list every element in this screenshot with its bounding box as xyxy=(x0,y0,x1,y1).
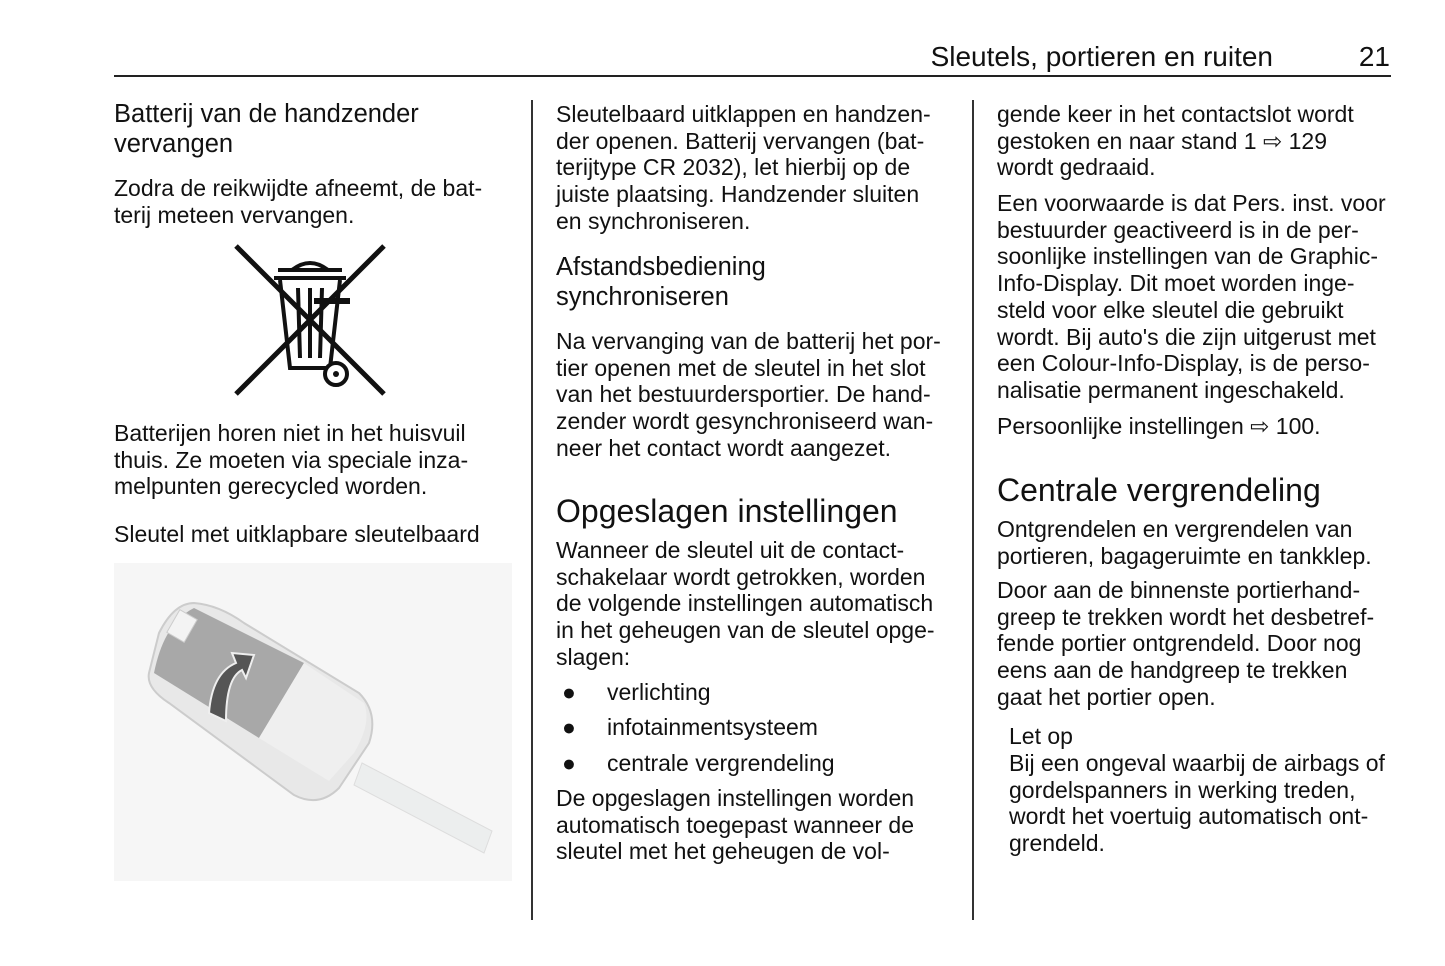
text-line: Batterij van de handzender xyxy=(114,100,419,128)
text-line: en synchroniseren. xyxy=(556,207,751,234)
text-line: synchroniseren xyxy=(556,282,729,311)
paragraph xyxy=(997,101,1354,181)
heading-central-locking xyxy=(997,472,1321,508)
text-line: tier openen met de sleutel in het slot xyxy=(556,354,926,381)
paragraph xyxy=(114,420,468,500)
text-line: Persoonlijke instellingen ⇨ 100. xyxy=(997,413,1321,439)
text-line: eens aan de handgreep te trekken xyxy=(997,657,1348,684)
paragraph xyxy=(997,577,1374,711)
page-number: 21 xyxy=(1358,41,1390,72)
text-line: bestuurder geactiveerd is in de per- xyxy=(997,216,1359,243)
text-line: greep te trekken wordt het desbetref- xyxy=(997,603,1375,630)
text-line: steld voor elke sleutel die gebruikt xyxy=(997,296,1344,323)
text-line: Na vervanging van de batterij het por- xyxy=(556,328,941,354)
text-line: soonlijke instellingen van de Graphic- xyxy=(997,243,1378,270)
list-item-text: centrale vergrendeling xyxy=(607,750,835,776)
text-line: Sleutelbaard uitklappen en handzen- xyxy=(556,101,931,127)
text-line: Wanneer de sleutel uit de contact- xyxy=(556,537,905,563)
text-line: automatisch toegepast wanneer de xyxy=(556,811,915,838)
flip-key-illustration xyxy=(114,563,512,881)
text-line: wordt. Bij auto's die zijn uitgerust met xyxy=(997,323,1376,350)
note-title xyxy=(1009,723,1073,750)
paragraph xyxy=(556,785,914,865)
section-title: Sleutels, portieren en ruiten xyxy=(930,41,1273,72)
figure-caption xyxy=(114,521,480,548)
text-line: in het geheugen van de sleutel opge- xyxy=(556,617,935,644)
text-line: van het bestuurdersportier. De hand- xyxy=(556,381,931,408)
text-line: gestoken en naar stand 1 ⇨ 129 xyxy=(997,127,1328,154)
list-item-text: infotainmentsysteem xyxy=(607,714,818,740)
heading-battery-replace xyxy=(114,100,419,159)
paragraph xyxy=(556,328,941,462)
bullet-icon: ● xyxy=(562,714,576,740)
column-divider xyxy=(531,100,533,920)
text-line: zender wordt gesynchroniseerd wan- xyxy=(556,408,934,435)
column-divider xyxy=(972,100,974,920)
text-line: Door aan de binnenste portierhand- xyxy=(997,577,1361,603)
text-line: grendeld. xyxy=(1009,830,1105,857)
header-rule xyxy=(114,75,1391,77)
crossed-bin-icon xyxy=(230,240,390,400)
text-line: De opgeslagen instellingen worden xyxy=(556,785,915,811)
text-line: Zodra de reikwijdte afneemt, de bat- xyxy=(114,175,483,201)
heading-remote-sync xyxy=(556,253,766,312)
text-line: Batterijen horen niet in het huisvuil xyxy=(114,420,466,446)
bullet-icon: ● xyxy=(562,750,576,776)
paragraph xyxy=(114,175,482,228)
text-line: gordelspanners in werking treden, xyxy=(1009,776,1356,803)
paragraph xyxy=(556,101,931,235)
text-line: vervangen xyxy=(114,129,234,158)
text-line: Let op xyxy=(1009,723,1073,749)
text-line: Sleutel met uitklapbare sleutelbaard xyxy=(114,521,480,547)
text-line: wordt gedraaid. xyxy=(997,154,1156,181)
text-line: Bij een ongeval waarbij de airbags of xyxy=(1009,750,1385,776)
text-line: Info-Display. Dit moet worden inge- xyxy=(997,270,1355,297)
note-text xyxy=(1009,750,1385,857)
text-line: terijtype CR 2032), let hierbij op de xyxy=(556,154,911,181)
text-line: juiste plaatsing. Handzender sluiten xyxy=(556,181,920,208)
text-line: de volgende instellingen automatisch xyxy=(556,590,934,617)
paragraph xyxy=(997,516,1372,569)
text-line: Centrale vergrendeling xyxy=(997,472,1321,508)
text-line: gaat het portier open. xyxy=(997,683,1216,710)
list-item-text: verlichting xyxy=(607,679,711,705)
text-line: melpunten gerecycled worden. xyxy=(114,473,428,500)
paragraph-cross-reference xyxy=(997,413,1321,440)
text-line: Opgeslagen instellingen xyxy=(556,493,898,529)
paragraph xyxy=(556,537,935,671)
text-line: gende keer in het contactslot wordt xyxy=(997,101,1354,127)
text-line: fende portier ontgrendeld. Door nog xyxy=(997,630,1362,657)
text-line: Ontgrendelen en vergrendelen van xyxy=(997,516,1353,542)
bullet-icon: ● xyxy=(562,679,576,705)
text-line: Een voorwaarde is dat Pers. inst. voor xyxy=(997,190,1386,216)
text-line: terij meteen vervangen. xyxy=(114,201,355,228)
text-line: Afstandsbediening xyxy=(556,253,766,281)
heading-stored-settings xyxy=(556,493,898,529)
text-line: slagen: xyxy=(556,643,631,670)
text-line: schakelaar wordt getrokken, worden xyxy=(556,563,926,590)
text-line: nalisatie permanent ingeschakeld. xyxy=(997,376,1345,403)
text-line: portieren, bagageruimte en tankklep. xyxy=(997,542,1372,569)
text-line: een Colour-Info-Display, is de perso- xyxy=(997,350,1370,377)
text-line: wordt het voertuig automatisch ont- xyxy=(1009,803,1369,830)
paragraph xyxy=(997,190,1386,404)
text-line: thuis. Ze moeten via speciale inza- xyxy=(114,446,469,473)
text-line: sleutel met het geheugen de vol- xyxy=(556,838,890,865)
text-line: neer het contact wordt aangezet. xyxy=(556,434,891,461)
text-line: der openen. Batterij vervangen (bat- xyxy=(556,127,925,154)
